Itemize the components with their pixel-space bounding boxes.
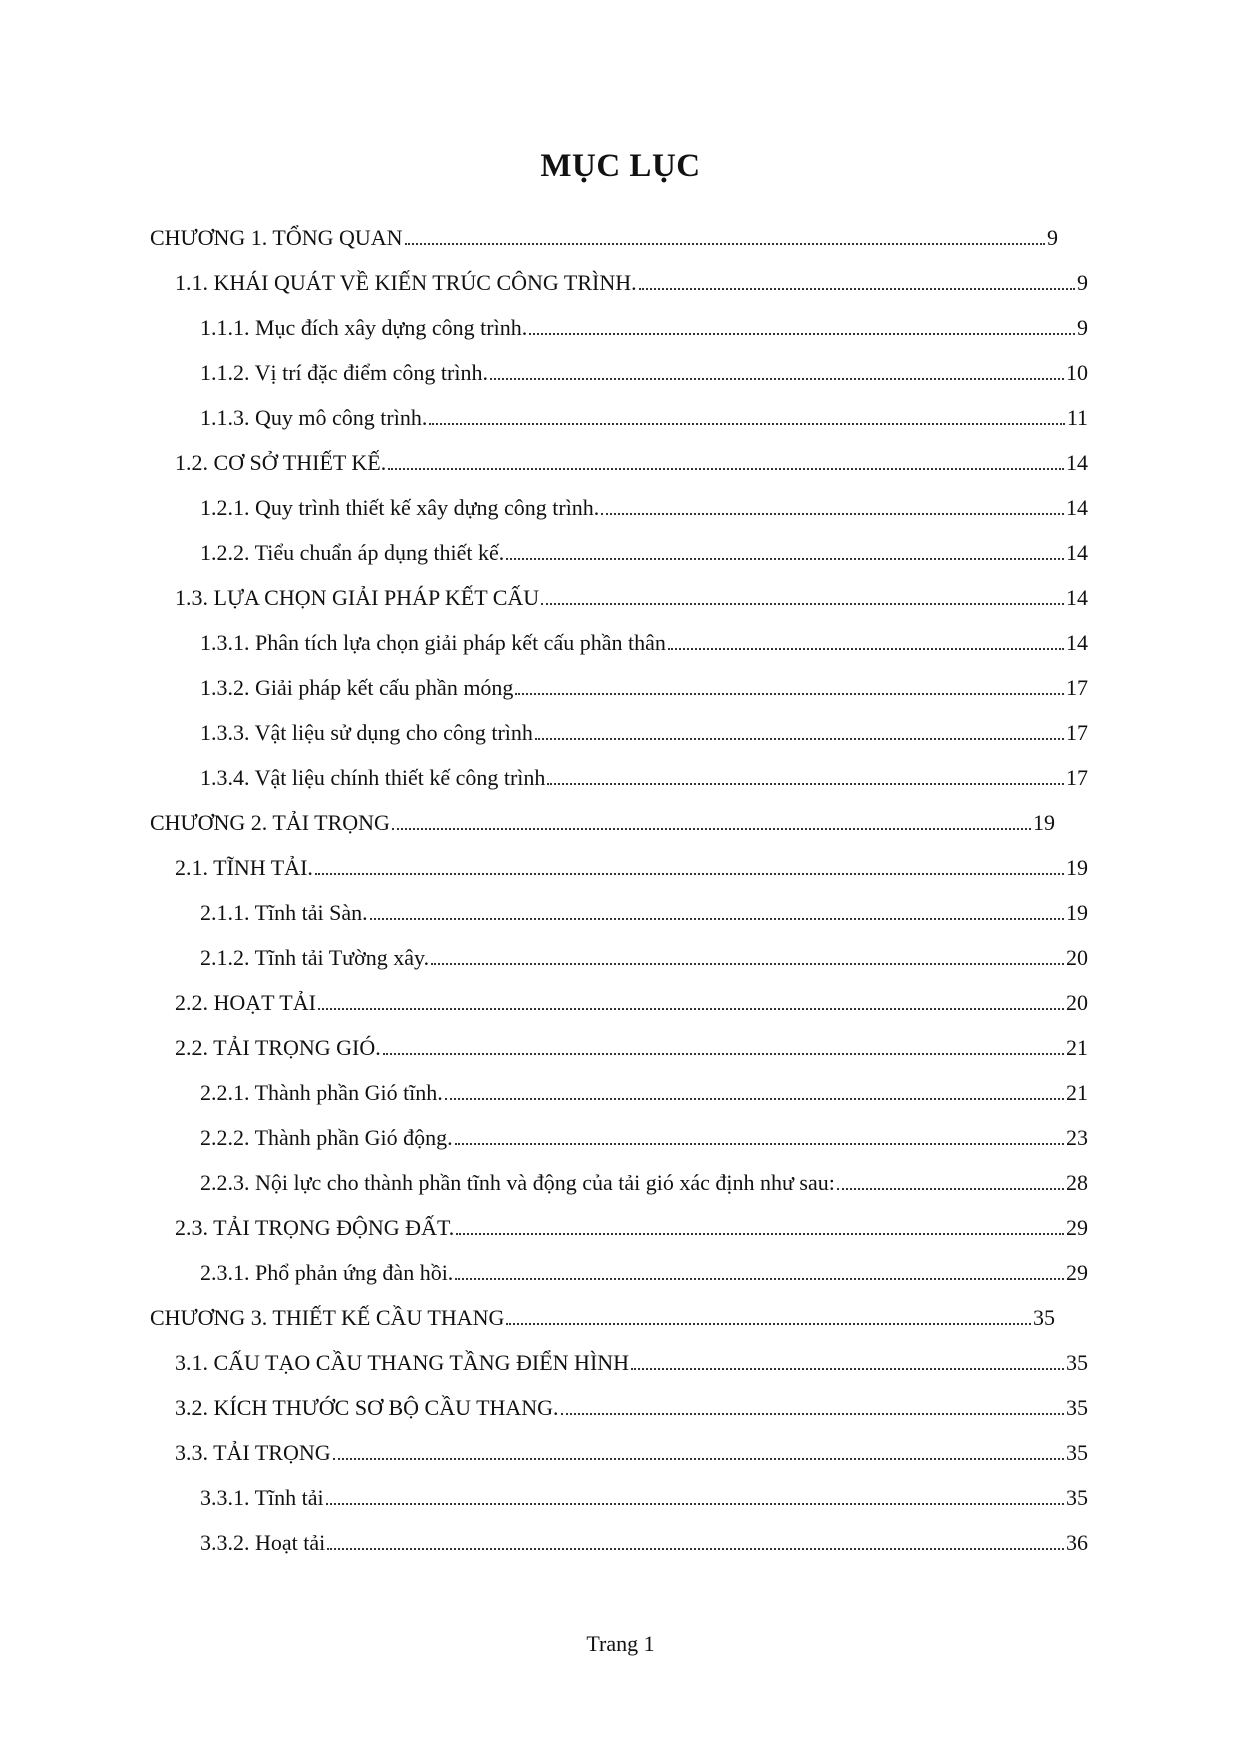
toc-label: 3.3.2. Hoạt tải — [200, 1530, 326, 1555]
toc-page: 11 — [1066, 405, 1088, 430]
toc-page: 21 — [1066, 1035, 1088, 1060]
toc-entry[interactable] — [200, 898, 1088, 928]
toc-entry[interactable] — [175, 448, 1088, 478]
toc-page: 19 — [1033, 810, 1055, 835]
dot-leader — [837, 1188, 1064, 1190]
toc-entry[interactable] — [150, 808, 1055, 838]
toc-entry[interactable] — [175, 1213, 1088, 1243]
toc-entry[interactable] — [200, 1258, 1088, 1288]
toc-entry[interactable] — [175, 583, 1088, 613]
toc-entry[interactable] — [175, 268, 1088, 298]
toc-entry[interactable] — [175, 988, 1088, 1018]
dot-leader — [515, 693, 1064, 695]
dot-leader — [601, 513, 1064, 515]
toc-label: 2.3.1. Phổ phản ứng đàn hồi. — [200, 1260, 454, 1285]
toc-entry[interactable] — [200, 1168, 1088, 1198]
toc-label: 1.1.3. Quy mô công trình. — [200, 405, 428, 430]
dot-leader — [547, 783, 1064, 785]
toc-entry[interactable] — [175, 1033, 1088, 1063]
dot-leader — [541, 603, 1064, 605]
toc-label: 1.3.1. Phân tích lựa chọn giải pháp kết cấu phần thân — [200, 630, 666, 655]
toc-label: 2.2.3. Nội lực cho thành phần tĩnh và động của tải gió xác định như sau: — [200, 1170, 835, 1195]
toc-label: 1.1.1. Mục đích xây dựng công trình. — [200, 315, 528, 340]
toc-page: 21 — [1066, 1080, 1088, 1105]
dot-leader — [455, 1143, 1064, 1145]
dot-leader — [388, 468, 1064, 470]
toc-page: 17 — [1066, 765, 1088, 790]
toc-label: 1.1. KHÁI QUÁT VỀ KIẾN TRÚC CÔNG TRÌNH. — [175, 270, 637, 295]
toc-page: 14 — [1066, 540, 1088, 565]
toc-label: 3.2. KÍCH THƯỚC SƠ BỘ CẦU THANG. — [175, 1395, 559, 1420]
toc-entry[interactable] — [200, 673, 1088, 703]
toc-page: 36 — [1066, 1530, 1088, 1555]
toc-label: 1.2. CƠ SỞ THIẾT KẾ. — [175, 450, 387, 475]
toc-entry[interactable] — [200, 538, 1088, 568]
toc-entry[interactable] — [200, 313, 1088, 343]
toc-page: 29 — [1066, 1260, 1088, 1285]
toc-page: 14 — [1066, 495, 1088, 520]
toc-page: 9 — [1047, 225, 1058, 250]
toc-label: 2.1. TĨNH TẢI. — [175, 855, 313, 880]
toc-page: 9 — [1077, 315, 1088, 340]
toc-page: 35 — [1066, 1440, 1088, 1465]
dot-leader — [529, 333, 1075, 335]
toc-entry[interactable] — [200, 1528, 1088, 1558]
toc-entry[interactable] — [175, 1348, 1088, 1378]
toc-entry[interactable] — [200, 1483, 1088, 1513]
dot-leader — [318, 1008, 1064, 1010]
toc-entry[interactable] — [150, 1303, 1055, 1333]
toc-entry[interactable] — [175, 853, 1088, 883]
toc-label: 1.3.3. Vật liệu sử dụng cho công trình — [200, 720, 533, 745]
dot-leader — [506, 558, 1064, 560]
dot-leader — [333, 1458, 1064, 1460]
toc-label: 2.3. TẢI TRỌNG ĐỘNG ĐẤT. — [175, 1215, 455, 1240]
dot-leader — [631, 1368, 1064, 1370]
toc-page: 28 — [1066, 1170, 1088, 1195]
toc-page: 17 — [1066, 675, 1088, 700]
toc-page: 10 — [1066, 360, 1088, 385]
toc-page: 19 — [1066, 855, 1088, 880]
toc-entry[interactable] — [175, 1438, 1088, 1468]
dot-leader — [315, 873, 1064, 875]
dot-leader — [392, 828, 1031, 830]
toc-label: 1.1.2. Vị trí đặc điểm công trình. — [200, 360, 488, 385]
toc-page: 20 — [1066, 990, 1088, 1015]
toc-page: 35 — [1066, 1395, 1088, 1420]
toc-label: 2.1.2. Tĩnh tải Tường xây. — [200, 945, 430, 970]
toc-entry[interactable] — [200, 403, 1088, 433]
toc-entry[interactable] — [200, 1078, 1088, 1108]
dot-leader — [456, 1233, 1064, 1235]
dot-leader — [405, 243, 1045, 245]
toc-page: 19 — [1066, 900, 1088, 925]
dot-leader — [668, 648, 1064, 650]
dot-leader — [383, 1053, 1064, 1055]
page-title: MỤC LỤC — [540, 148, 701, 184]
toc-entry[interactable] — [200, 718, 1088, 748]
toc-label: 2.1.1. Tĩnh tải Sàn. — [200, 900, 368, 925]
dot-leader — [326, 1503, 1064, 1505]
dot-leader — [370, 918, 1064, 920]
toc-label: 2.2.2. Thành phần Gió động. — [200, 1125, 453, 1150]
dot-leader — [639, 288, 1075, 290]
toc-label: 3.3.1. Tĩnh tải — [200, 1485, 324, 1510]
toc-label: 2.2. HOẠT TẢI — [175, 990, 316, 1015]
toc-label: 1.3. LỰA CHỌN GIẢI PHÁP KẾT CẤU — [175, 585, 540, 610]
toc-label: CHƯƠNG 3. THIẾT KẾ CẦU THANG — [150, 1305, 505, 1330]
dot-leader — [327, 1548, 1064, 1550]
toc-entry[interactable] — [200, 628, 1088, 658]
toc-label: 2.2. TẢI TRỌNG GIÓ. — [175, 1035, 381, 1060]
page-footer: Trang 1 — [586, 1631, 655, 1656]
toc-page: 35 — [1066, 1350, 1088, 1375]
toc-entry[interactable] — [200, 358, 1088, 388]
dot-leader — [561, 1413, 1064, 1415]
toc-page: 14 — [1066, 585, 1088, 610]
dot-leader — [429, 423, 1064, 425]
toc-entry[interactable] — [150, 223, 1058, 253]
toc-label: 1.3.2. Giải pháp kết cấu phần móng — [200, 675, 514, 700]
toc-page: 14 — [1066, 630, 1088, 655]
toc-label: CHƯƠNG 1. TỔNG QUAN — [150, 225, 403, 250]
dot-leader — [445, 1098, 1064, 1100]
dot-leader — [431, 963, 1064, 965]
toc-page: 14 — [1066, 450, 1088, 475]
dot-leader — [535, 738, 1064, 740]
toc-page: 35 — [1033, 1305, 1055, 1330]
toc-label: 2.2.1. Thành phần Gió tĩnh. — [200, 1080, 443, 1105]
toc-label: CHƯƠNG 2. TẢI TRỌNG — [150, 810, 390, 835]
dot-leader — [506, 1323, 1031, 1325]
toc-label: 1.2.2. Tiểu chuẩn áp dụng thiết kế. — [200, 540, 505, 565]
toc-page: 20 — [1066, 945, 1088, 970]
toc-page: 17 — [1066, 720, 1088, 745]
toc-label: 3.3. TẢI TRỌNG — [175, 1440, 331, 1465]
toc-entry[interactable] — [200, 763, 1088, 793]
dot-leader — [490, 378, 1064, 380]
toc-entry[interactable] — [200, 493, 1088, 523]
toc-label: 1.2.1. Quy trình thiết kế xây dựng công trình. — [200, 495, 600, 520]
toc-label: 1.3.4. Vật liệu chính thiết kế công trình — [200, 765, 546, 790]
toc-entry[interactable] — [200, 943, 1088, 973]
toc-page: 23 — [1066, 1125, 1088, 1150]
toc-page: 35 — [1066, 1485, 1088, 1510]
toc-label: 3.1. CẤU TẠO CẦU THANG TẦNG ĐIỂN HÌNH — [175, 1350, 630, 1375]
toc-page: 29 — [1066, 1215, 1088, 1240]
toc-page: 9 — [1077, 270, 1088, 295]
toc-entry[interactable] — [175, 1393, 1088, 1423]
dot-leader — [455, 1278, 1064, 1280]
toc-entry[interactable] — [200, 1123, 1088, 1153]
